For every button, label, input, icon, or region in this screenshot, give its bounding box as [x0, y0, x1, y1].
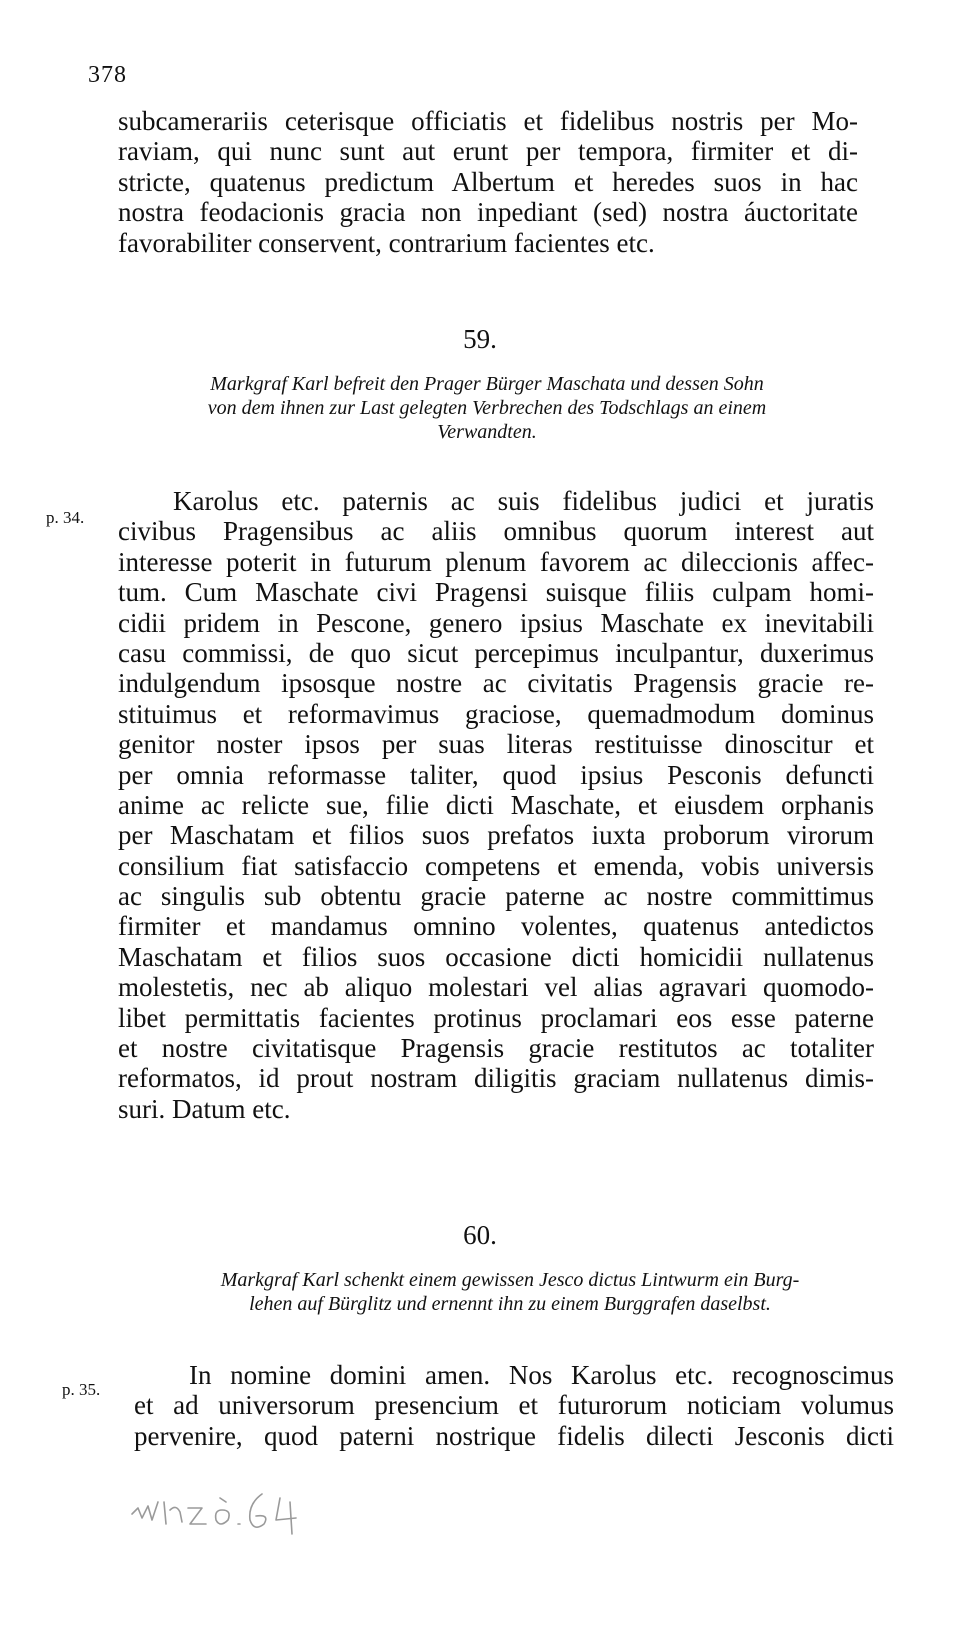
document-body-59: [118, 486, 874, 1124]
body-line: cidii pridem in Pescone, genero ipsius Maschate ex inevitabili: [118, 607, 874, 638]
body-line: reformatos, id prout nostram diligitis graciam nullatenus dimis-: [118, 1063, 874, 1094]
heading-line: lehen auf Bürglitz und ernennt ihn zu einem Burggrafen daselbst.: [249, 1293, 771, 1315]
body-line: per Maschatam et filios suos prefatos iuxta proborum virorum: [118, 820, 874, 851]
document-number-60: 60.: [463, 1220, 497, 1250]
document-heading-60: [130, 1268, 890, 1316]
heading-line: Markgraf Karl schenkt einem gewissen Jesco dictus Lintwurm ein Burg-: [220, 1269, 800, 1291]
margin-reference: p. 35.: [62, 1380, 101, 1399]
body-line: et ad universorum presencium et futurorum noticiam volumus: [134, 1390, 894, 1421]
body-line: genitor noster ipsos per suas literas restituisse dinoscitur et: [118, 729, 874, 760]
document-body-60: [134, 1360, 894, 1451]
heading-line: Verwandten.: [437, 421, 537, 443]
document-heading-59: [104, 372, 870, 444]
body-line: stituimus et reformavimus graciose, quemadmodum dominus: [118, 698, 874, 729]
margin-reference: p. 34.: [46, 508, 85, 527]
intro-line: subcamerariis ceterisque officiatis et fidelibus nostris per Mo-: [118, 106, 858, 136]
body-line: In nomine domini amen. Nos Karolus etc. recognoscimus: [189, 1360, 894, 1390]
body-line: Karolus etc. paternis ac suis fidelibus judici et juratis: [173, 486, 874, 516]
intro-paragraph: [118, 106, 858, 258]
document-number-59: 59.: [463, 324, 497, 354]
intro-line: nostra feodacionis gracia non inpediant (sed) nostra áuctoritate: [118, 197, 858, 228]
body-line: tum. Cum Maschate civi Pragensi suisque filiis culpam homi-: [118, 577, 874, 608]
body-line: ac singulis sub obtentu gracie paterne ac nostre committimus: [118, 881, 874, 912]
body-line: pervenire, quod paterni nostrique fidelis dilecti Jesconis dicti: [134, 1420, 894, 1451]
body-line: molestetis, nec ab aliquo molestari vel alias agravari quomodo-: [118, 972, 874, 1003]
page-number: 378: [88, 62, 127, 88]
intro-line: raviam, qui nunc sunt aut erunt per tempora, firmiter et di-: [118, 136, 858, 167]
body-line: firmiter et mandamus omnino volentes, quatenus antedictos: [118, 911, 874, 942]
body-line: consilium fiat satisfaccio competens et emenda, vobis universis: [118, 850, 874, 881]
heading-line: Markgraf Karl befreit den Prager Bürger Maschata und dessen Sohn: [210, 373, 764, 395]
body-line: et nostre civitatisque Pragensis gracie restitutos ac totaliter: [118, 1033, 874, 1064]
body-line: interesse poterit in futurum plenum favorem ac dileccionis affec-: [118, 546, 874, 577]
body-line: per omnia reformasse taliter, quod ipsius Pesconis defuncti: [118, 759, 874, 790]
intro-line: stricte, quatenus predictum Albertum et heredes suos in hac: [118, 166, 858, 197]
body-line: libet permittatis facientes protinus proclamari eos esse paterne: [118, 1002, 874, 1033]
body-line: indulgendum ipsosque nostre ac civitatis Pragensis gracie re-: [118, 668, 874, 699]
intro-line: favorabiliter conservent, contrarium facientes etc.: [118, 227, 655, 258]
body-line: civibus Pragensibus ac aliis omnibus quorum interest aut: [118, 516, 874, 547]
handwritten-annotation: [130, 1480, 330, 1540]
body-line: suri. Datum etc.: [118, 1093, 291, 1124]
body-line: Maschatam et filios suos occasione dicti homicidii nullatenus: [118, 941, 874, 972]
heading-line: von dem ihnen zur Last gelegten Verbrechen des Todschlags an einem: [207, 397, 767, 419]
body-line: anime ac relicte sue, filie dicti Maschate, et eiusdem orphanis: [118, 789, 874, 820]
body-line: casu commissi, de quo sicut percepimus inculpantur, duxerimus: [118, 637, 874, 668]
